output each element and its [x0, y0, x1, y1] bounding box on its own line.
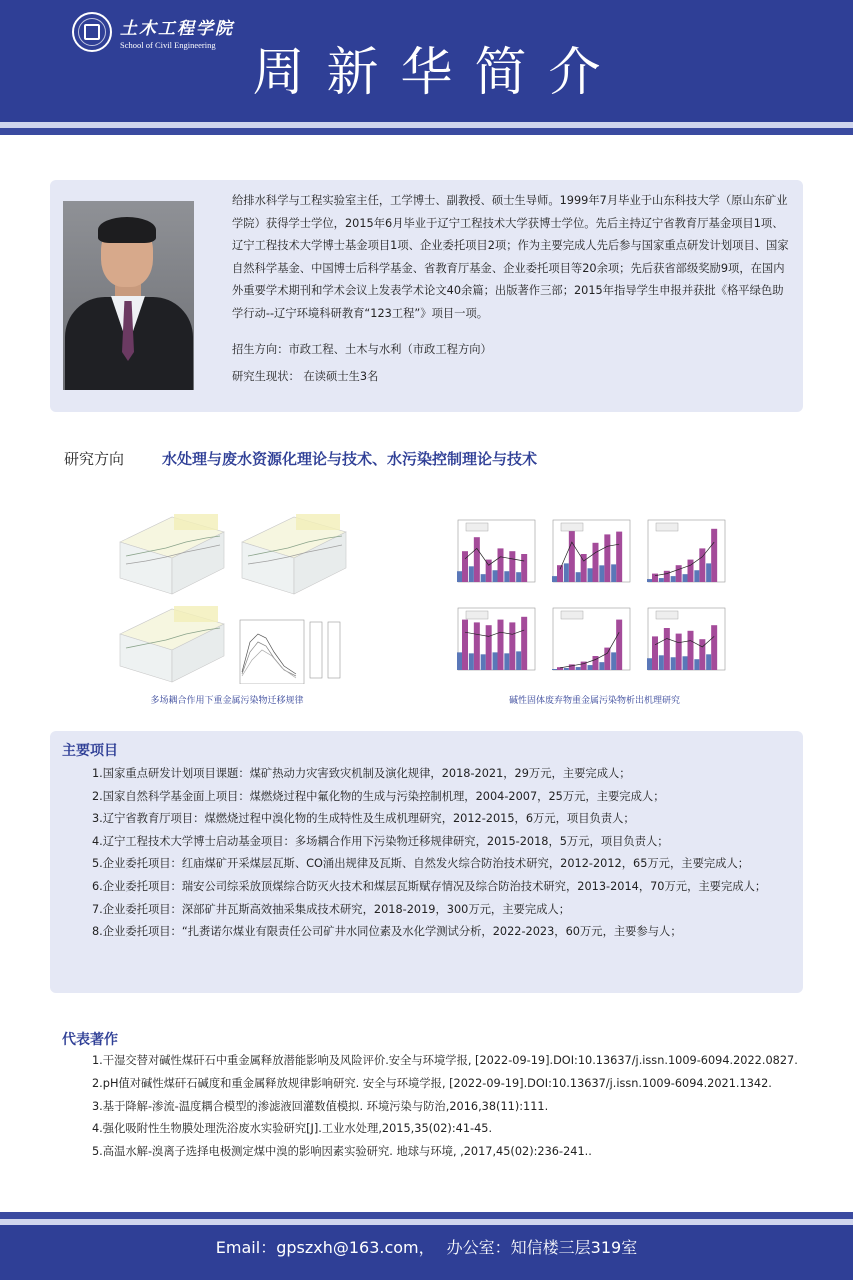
publication-item: 1.干湿交替对碱性煤矸石中重金属释放潜能影响及风险评价.安全与环境学报, [2022-09-19].DOI:10.13637/j.issn.1009-6094.2022.0827. — [92, 1054, 798, 1067]
bar-mark — [664, 628, 670, 670]
project-item: 2.国家自然科学基金面上项目：煤燃烧过程中氟化物的生成与污染控制机理，2004-2007，25万元，主要完成人； — [92, 789, 665, 803]
bar-mark — [616, 620, 622, 670]
bar-mark — [652, 574, 658, 582]
surface-plot-1 — [120, 514, 224, 594]
bar-mark — [588, 665, 593, 670]
footer-divider-dark — [0, 1212, 853, 1219]
bar-mark — [706, 563, 711, 582]
bar-mark — [664, 571, 670, 582]
project-item: 3.辽宁省教育厅项目：煤燃烧过程中溴化物的生成特性及生成机理研究，2012-2015，6万元，项目负责人； — [92, 812, 635, 826]
publication-item: 2.pH值对碱性煤矸石碱度和重金属释放规律影响研究. 安全与环境学报, [2022-09-19].DOI:10.13637/j.issn.1009-6094.2021.1342. — [92, 1076, 772, 1090]
legend-box — [561, 611, 583, 619]
legend-box — [466, 611, 488, 619]
bar-mark — [694, 570, 699, 582]
bio-students: 研究生现状： 在读硕士生3名 — [232, 370, 379, 383]
bar-mark — [659, 578, 664, 582]
bar-mark — [659, 655, 664, 670]
migration-figure — [112, 512, 352, 684]
projects-list — [92, 763, 792, 944]
bar-mark — [604, 534, 610, 582]
bar-mark — [706, 654, 711, 670]
project-item: 6.企业委托项目：瑞安公司综采放顶煤综合防灭火技术和煤层瓦斯赋存情况及综合防治技术研究，2013-2014，70万元，主要完成人； — [92, 879, 767, 893]
projects-title: 主要项目 — [62, 743, 118, 759]
bar-mark — [521, 554, 527, 582]
bio-paragraph: 给排水科学与工程实验室主任，工学博士、副教授、硕士生导师。1999年7月毕业于山东科技大学（原山东矿业学院）获得学士学位，2015年6月毕业于辽宁工程技术大学获博士学位。先后主持辽宁省教育厅基金项目1项、辽宁工程技术大学博士基金项目1项、企业委托项目2项；作为主要完成人先后参与国家重点研发计划项目、国家自然科学基金、中国博士后科学基金、省教育厅基金、企业委托项目等20余项；先后获省部级奖励9项，在国内外重要学术期刊和学术会议上发表学术论文40余篇；出版著作三部；2015年指导学生申报并获批《格平绿色助学行动--辽宁环境科研教育“123工程”》项目一项。 — [232, 194, 789, 320]
profile-photo — [63, 201, 194, 390]
leaching-figure — [452, 516, 737, 686]
legend-box — [656, 523, 678, 531]
header-banner — [0, 0, 853, 122]
bar-mark — [652, 636, 658, 670]
project-item: 7.企业委托项目：深部矿井瓦斯高效抽采集成技术研究，2018-2019，300万元，主要完成人； — [92, 902, 571, 916]
bar-mark — [516, 572, 521, 582]
bar-mark — [599, 565, 604, 582]
bar-mark — [611, 652, 616, 670]
bar-mark — [671, 657, 676, 670]
bar-mark — [516, 651, 521, 670]
bar-mark — [647, 579, 652, 582]
publications-list — [92, 1050, 812, 1164]
bar-mark — [564, 563, 569, 582]
bar-mark — [504, 653, 509, 670]
bar-mark — [604, 648, 610, 670]
bar-mark — [711, 529, 717, 582]
header-divider-dark — [0, 128, 853, 135]
bar-mark — [498, 620, 504, 670]
bar-mark — [611, 564, 616, 582]
bar-mark — [552, 669, 557, 670]
bar-mark — [474, 622, 480, 670]
right-figure-caption: 碱性固体废弃物重金属污染物析出机理研究 — [508, 696, 680, 706]
bar-mark — [498, 548, 504, 582]
bar-mark — [711, 625, 717, 670]
bar-mark — [462, 551, 468, 582]
bio-text — [232, 190, 792, 326]
left-figure-caption: 多场耦合作用下重金属污染物迁移规律 — [150, 696, 304, 706]
bar-mark — [688, 560, 694, 582]
bar-mark — [694, 659, 699, 670]
publication-item: 3.基于降解-渗流-温度耦合模型的渗滤液回灌数值模拟. 环境污染与防治,2016,38(11):111. — [92, 1099, 549, 1113]
bar-mark — [481, 654, 486, 670]
bar-mark — [469, 566, 474, 582]
bar-mark — [616, 532, 622, 582]
legend-box — [466, 523, 488, 531]
bar-mark — [474, 537, 480, 582]
publication-item: 5.高温水解-溴离子选择电极测定煤中溴的影响因素实验研究. 地球与环境, ,2017,45(02):236-241.. — [92, 1145, 592, 1159]
bar-mark — [457, 652, 462, 670]
bar-mark — [557, 565, 563, 582]
project-item: 5.企业委托项目：红庙煤矿开采煤层瓦斯、CO涌出规律及瓦斯、自然发火综合防治技术研究，2012-2012，65万元，主要完成人； — [92, 857, 750, 871]
bar-mark — [486, 560, 492, 582]
research-value: 水处理与废水资源化理论与技术、水污染控制理论与技术 — [162, 450, 538, 468]
page-title: 周新华简介 — [252, 43, 623, 103]
bar-mark — [493, 652, 498, 670]
bar-mark — [469, 653, 474, 670]
bar-mark — [462, 620, 468, 670]
bar-mark — [576, 667, 581, 670]
bar-mark — [521, 617, 527, 670]
bar-mark — [683, 574, 688, 582]
bar-mark — [676, 565, 682, 582]
bar-mark — [676, 634, 682, 670]
legend-box — [656, 611, 678, 619]
bar-mark — [593, 543, 599, 582]
publications-title: 代表著作 — [62, 1032, 118, 1048]
project-item: 4.辽宁工程技术大学博士启动基金项目：多场耦合作用下污染物迁移规律研究，2015-2018，5万元，项目负责人； — [92, 834, 669, 848]
bar-mark — [493, 570, 498, 582]
bar-mark — [509, 551, 515, 582]
bar-mark — [647, 658, 652, 670]
bio-panel — [50, 180, 803, 412]
bar-mark — [599, 662, 604, 670]
bar-mark — [504, 571, 509, 582]
concentration-line-plot — [240, 620, 340, 684]
bar-mark — [486, 625, 492, 670]
legend-box — [561, 523, 583, 531]
bar-mark — [457, 571, 462, 582]
footer-email[interactable]: Email：gpszxh@163.com， — [215, 1238, 435, 1257]
bar-mark — [509, 622, 515, 670]
logo-english-name: School of Civil Engineering — [120, 40, 216, 50]
bar-mark — [588, 568, 593, 582]
bar-mark — [699, 548, 705, 582]
bar-mark — [671, 576, 676, 582]
surface-plot-2 — [242, 514, 346, 594]
bar-mark — [683, 656, 688, 670]
bio-recruit: 招生方向：市政工程、土木与水利（市政工程方向） — [232, 343, 492, 356]
bar-mark — [564, 668, 569, 670]
bar-mark — [576, 572, 581, 582]
bar-mark — [569, 529, 575, 582]
logo-chinese-name: 土木工程学院 — [120, 19, 234, 39]
project-item: 1.国家重点研发计划项目课题：煤矿热动力灾害致灾机制及演化规律，2018-2021，29万元，主要完成人； — [92, 767, 631, 780]
footer-office: 办公室：知信楼三层319室 — [446, 1238, 638, 1257]
bar-mark — [699, 639, 705, 670]
surface-plot-3 — [120, 606, 224, 682]
footer-contact — [0, 1225, 853, 1280]
bar-mark — [552, 576, 557, 582]
publication-item: 4.强化吸附性生物膜处理洗浴废水实验研究[J].工业水处理,2015,35(02):41-45. — [92, 1122, 493, 1136]
research-label: 研究方向 — [64, 450, 125, 468]
bar-mark — [481, 574, 486, 582]
project-item: 8.企业委托项目：“扎赉诺尔煤业有限责任公司矿井水同位素及水化学测试分析，2022-2023，60万元，主要参与人； — [92, 925, 682, 939]
bar-mark — [688, 631, 694, 670]
